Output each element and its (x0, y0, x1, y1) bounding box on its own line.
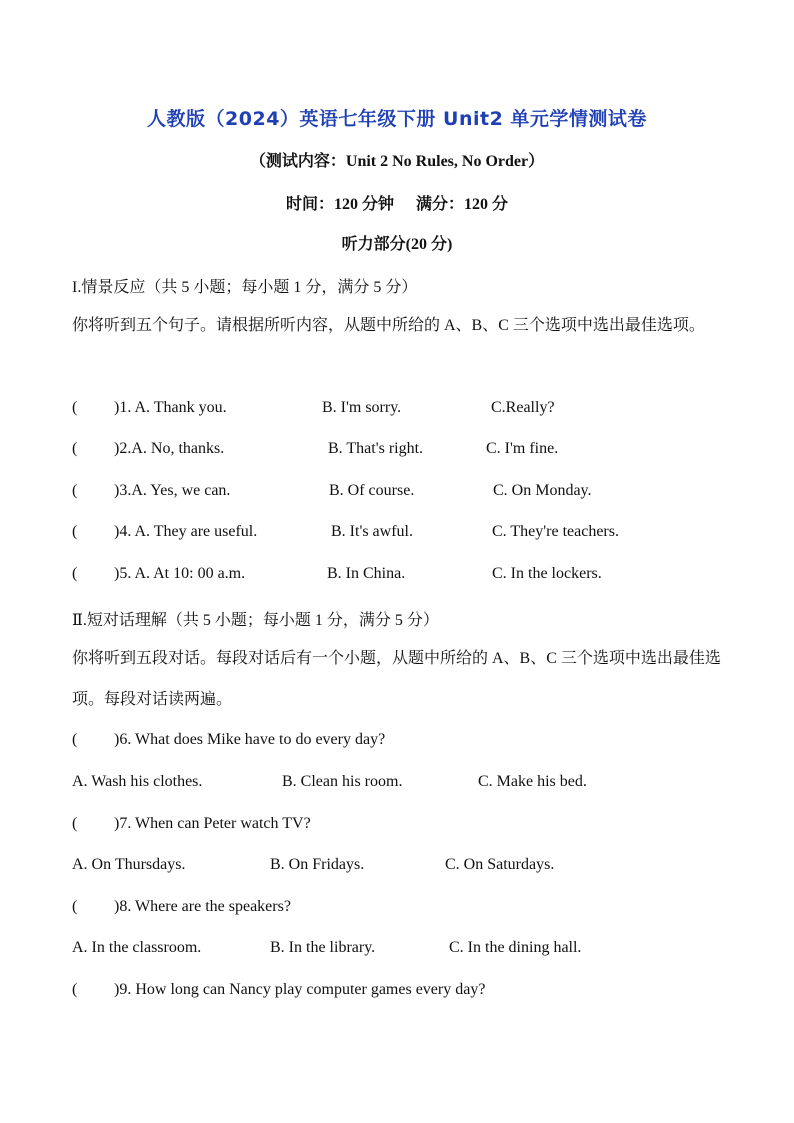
question-7-option-b: B. On Fridays. (270, 856, 365, 873)
question-1 (72, 399, 752, 423)
exam-time-score (0, 191, 794, 214)
question-9-stem: )9. How long can Nancy play computer games every day? (114, 981, 486, 998)
answer-bracket[interactable]: ( (72, 731, 78, 748)
question-9 (72, 981, 752, 1005)
answer-bracket[interactable]: ( (72, 565, 78, 582)
section2-title: Ⅱ.短对话理解（共 5 小题；每小题 1 分，满分 5 分） (72, 612, 439, 629)
question-4 (72, 523, 752, 547)
question-6-option-a: A. Wash his clothes. (72, 773, 203, 790)
question-8-option-c: C. In the dining hall. (449, 939, 582, 956)
question-6-stem: )6. What does Mike have to do every day? (114, 731, 386, 748)
question-7-stem: )7. When can Peter watch TV? (114, 815, 311, 832)
question-4-option-c: C. They're teachers. (492, 523, 619, 540)
question-2-option-a: )2.A. No, thanks. (114, 440, 225, 457)
question-7-options (72, 856, 752, 880)
answer-bracket[interactable]: ( (72, 898, 78, 915)
question-7-option-c: C. On Saturdays. (445, 856, 555, 873)
section2-instruction: 你将听到五段对话。每段对话后有一个小题，从题中所给的 A、B、C 三个选项中选出最佳选项。每段对话读两遍。 (72, 650, 721, 708)
exam-subtitle: （测试内容：Unit 2 No Rules, No Order） (249, 153, 545, 170)
question-8 (72, 898, 752, 922)
question-5-option-b: B. In China. (327, 565, 406, 582)
question-7-option-a: A. On Thursdays. (72, 856, 186, 873)
exam-score: 满分：120 分 (416, 196, 509, 213)
question-6-options (72, 773, 752, 797)
question-4-option-b: B. It's awful. (331, 523, 413, 540)
question-4-option-a: )4. A. They are useful. (114, 523, 258, 540)
question-3-option-c: C. On Monday. (493, 482, 592, 499)
answer-bracket[interactable]: ( (72, 482, 78, 499)
question-2-option-b: B. That's right. (328, 440, 424, 457)
answer-bracket[interactable]: ( (72, 440, 78, 457)
answer-bracket[interactable]: ( (72, 523, 78, 540)
question-6 (72, 731, 752, 755)
question-1-option-c: C.Really? (491, 399, 555, 416)
section1-title: I.情景反应（共 5 小题；每小题 1 分，满分 5 分） (72, 279, 418, 296)
question-5-option-c: C. In the lockers. (492, 565, 602, 582)
question-8-stem: )8. Where are the speakers? (114, 898, 291, 915)
answer-bracket[interactable]: ( (72, 399, 78, 416)
question-2-option-c: C. I'm fine. (486, 440, 559, 457)
question-8-option-b: B. In the library. (270, 939, 376, 956)
answer-bracket[interactable]: ( (72, 981, 78, 998)
question-1-option-a: )1. A. Thank you. (114, 399, 227, 416)
section1-instruction: 你将听到五个句子。请根据所听内容，从题中所给的 A、B、C 三个选项中选出最佳选项。 (72, 317, 705, 334)
question-7 (72, 815, 752, 839)
question-8-options (72, 939, 752, 963)
question-3 (72, 482, 752, 506)
question-5-option-a: )5. A. At 10: 00 a.m. (114, 565, 246, 582)
question-6-option-b: B. Clean his room. (282, 773, 403, 790)
exam-time: 时间：120 分钟 (285, 196, 394, 213)
answer-bracket[interactable]: ( (72, 815, 78, 832)
question-8-option-a: A. In the classroom. (72, 939, 202, 956)
listening-heading: 听力部分(20 分) (341, 236, 453, 253)
question-3-option-a: )3.A. Yes, we can. (114, 482, 231, 499)
question-5 (72, 565, 752, 589)
question-2 (72, 440, 752, 464)
question-1-option-b: B. I'm sorry. (322, 399, 402, 416)
question-3-option-b: B. Of course. (329, 482, 415, 499)
question-6-option-c: C. Make his bed. (478, 773, 587, 790)
exam-title: 人教版（2024）英语七年级下册 Unit2 单元学情测试卷 (147, 108, 647, 130)
